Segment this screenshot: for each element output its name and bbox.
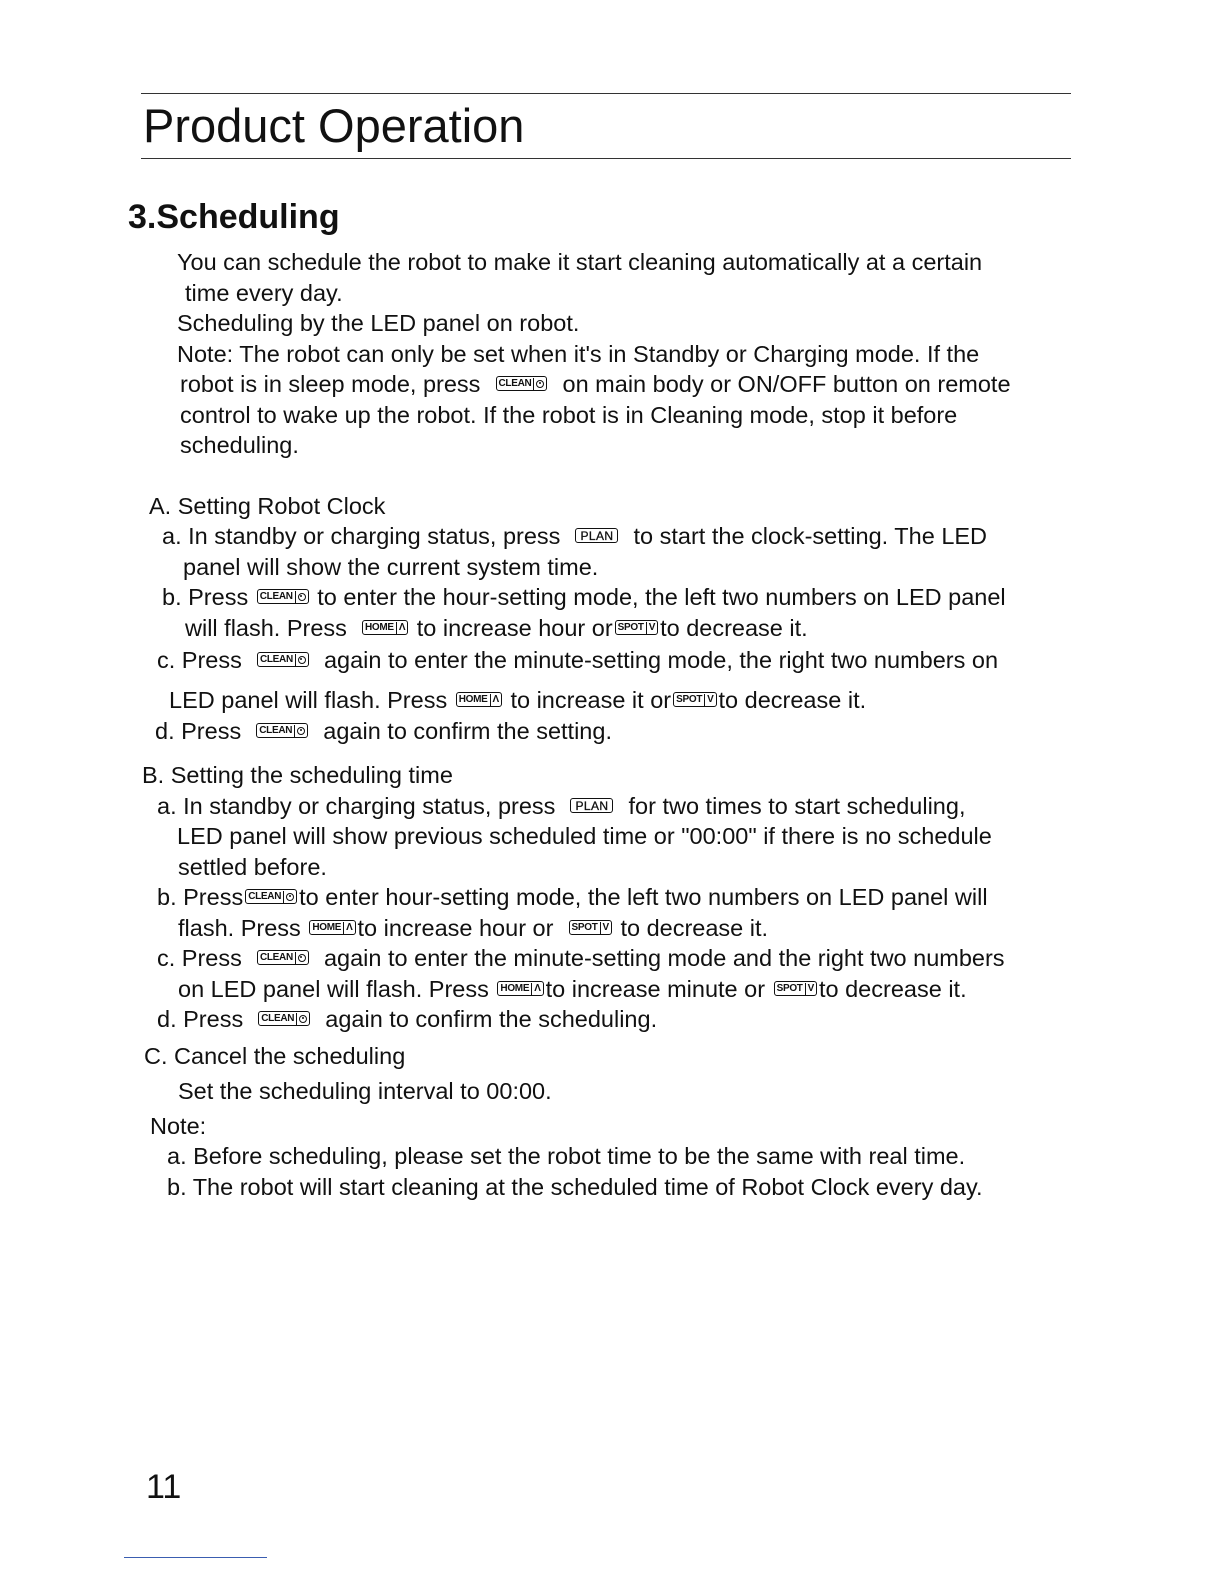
- part-b-step-a-line-2: LED panel will show previous scheduled time or "00:00" if there is no schedule: [177, 823, 992, 849]
- part-a-step-d-line-1: d. Press CLEAN again to confirm the setting.: [155, 718, 612, 744]
- intro-line-5-text-b: on main body or ON/OFF button on remote: [562, 371, 1011, 397]
- up-arrow-icon: Λ: [346, 921, 353, 933]
- down-arrow-icon: V: [602, 921, 609, 933]
- intro-line-4: Note: The robot can only be set when it's in Standby or Charging mode. If the: [177, 341, 980, 367]
- part-b-step-c-line-1: c. Press CLEAN again to enter the minute-setting mode and the right two numbers: [157, 945, 1005, 971]
- power-icon: [298, 656, 306, 664]
- intro-line-6: control to wake up the robot. If the robot is in Cleaning mode, stop it before: [180, 402, 958, 428]
- up-arrow-icon: Λ: [492, 693, 499, 705]
- part-a-step-a-line-1: a. In standby or charging status, press PLAN to start the clock-setting. The LED: [162, 523, 988, 549]
- power-icon: [299, 1015, 307, 1023]
- part-b-step-d-line-1: d. Press CLEAN again to confirm the scheduling.: [157, 1006, 658, 1032]
- note-item-a: a. Before scheduling, please set the robot time to be the same with real time.: [167, 1143, 966, 1169]
- home-up-button-icon: HOME Λ: [456, 692, 502, 707]
- part-b-step-b-line-1: b. Press CLEAN to enter hour-setting mode, the left two numbers on LED panel will: [157, 884, 988, 910]
- plan-button-icon: PLAN: [570, 798, 613, 813]
- section-title: 3.Scheduling: [128, 198, 340, 236]
- part-b-step-a-line-3: settled before.: [178, 854, 327, 880]
- note-heading: Note:: [150, 1113, 207, 1139]
- part-b-step-b-line-2: flash. Press HOME Λ to increase hour or SPOT V to decrease it.: [178, 915, 769, 941]
- part-a-step-a-line-2: panel will show the current system time.: [183, 554, 599, 580]
- header-rule-top: [141, 93, 1071, 94]
- down-arrow-icon: V: [807, 982, 814, 994]
- spot-down-button-icon: SPOT V: [673, 692, 716, 707]
- note-item-b: b. The robot will start cleaning at the scheduled time of Robot Clock every day.: [167, 1174, 983, 1200]
- part-a-step-b-line-1: b. Press CLEAN to enter the hour-setting mode, the left two numbers on LED panel: [162, 584, 1006, 610]
- header-rule-bottom: [141, 158, 1071, 159]
- part-c-heading: C. Cancel the scheduling: [144, 1043, 406, 1069]
- home-up-button-icon: HOME Λ: [362, 620, 408, 635]
- part-a-step-c-line-1: c. Press CLEAN again to enter the minute-setting mode, the right two numbers on: [157, 647, 999, 673]
- up-arrow-icon: Λ: [398, 621, 406, 633]
- spot-down-button-icon: SPOT V: [569, 920, 612, 935]
- power-icon: [297, 727, 305, 735]
- intro-line-7: scheduling.: [180, 432, 299, 458]
- power-icon: [536, 380, 544, 388]
- intro-line-5: [180, 369, 1011, 399]
- part-b-step-a-line-1: a. In standby or charging status, press PLAN for two times to start scheduling,: [157, 793, 966, 819]
- part-a-heading: A. Setting Robot Clock: [149, 493, 386, 519]
- part-b-step-c-line-2: on LED panel will flash. Press HOME Λ to increase minute or SPOT V to decrease it.: [178, 976, 967, 1002]
- plan-button-icon: PLAN: [575, 528, 618, 543]
- page-title: Product Operation: [143, 99, 525, 152]
- power-icon: [298, 954, 306, 962]
- clean-button-icon: CLEAN: [496, 376, 548, 391]
- up-arrow-icon: Λ: [534, 982, 541, 994]
- intro-line-2: time every day.: [185, 280, 343, 306]
- part-c-body: Set the scheduling interval to 00:00.: [178, 1078, 552, 1104]
- power-icon: [298, 593, 306, 601]
- clean-button-icon: CLEAN: [257, 589, 309, 604]
- clean-button-icon: CLEAN: [245, 889, 297, 904]
- part-a-step-b-line-2: will flash. Press HOME Λ to increase hour or SPOT V to decrease it.: [185, 615, 808, 641]
- clean-button-icon: CLEAN: [257, 950, 309, 965]
- down-arrow-icon: V: [648, 621, 656, 633]
- power-icon: [286, 893, 294, 901]
- spot-down-button-icon: SPOT V: [615, 620, 658, 635]
- footer-link-line: [124, 1557, 267, 1558]
- down-arrow-icon: V: [707, 693, 714, 705]
- clean-button-icon: CLEAN: [256, 723, 308, 738]
- intro-line-3: Scheduling by the LED panel on robot.: [177, 310, 580, 336]
- home-up-button-icon: HOME Λ: [497, 981, 543, 996]
- page-number: 11: [146, 1468, 182, 1506]
- home-up-button-icon: HOME Λ: [309, 920, 355, 935]
- intro-line-1: You can schedule the robot to make it start cleaning automatically at a certain: [177, 249, 983, 275]
- part-a-step-c-line-2: LED panel will flash. Press HOME Λ to increase it or SPOT V to decrease it.: [169, 687, 867, 713]
- part-b-heading: B. Setting the scheduling time: [142, 762, 453, 788]
- intro-line-5-text-a: robot is in sleep mode, press: [180, 371, 481, 397]
- clean-button-icon: CLEAN: [257, 652, 309, 667]
- spot-down-button-icon: SPOT V: [774, 981, 817, 996]
- clean-button-icon: CLEAN: [258, 1011, 310, 1026]
